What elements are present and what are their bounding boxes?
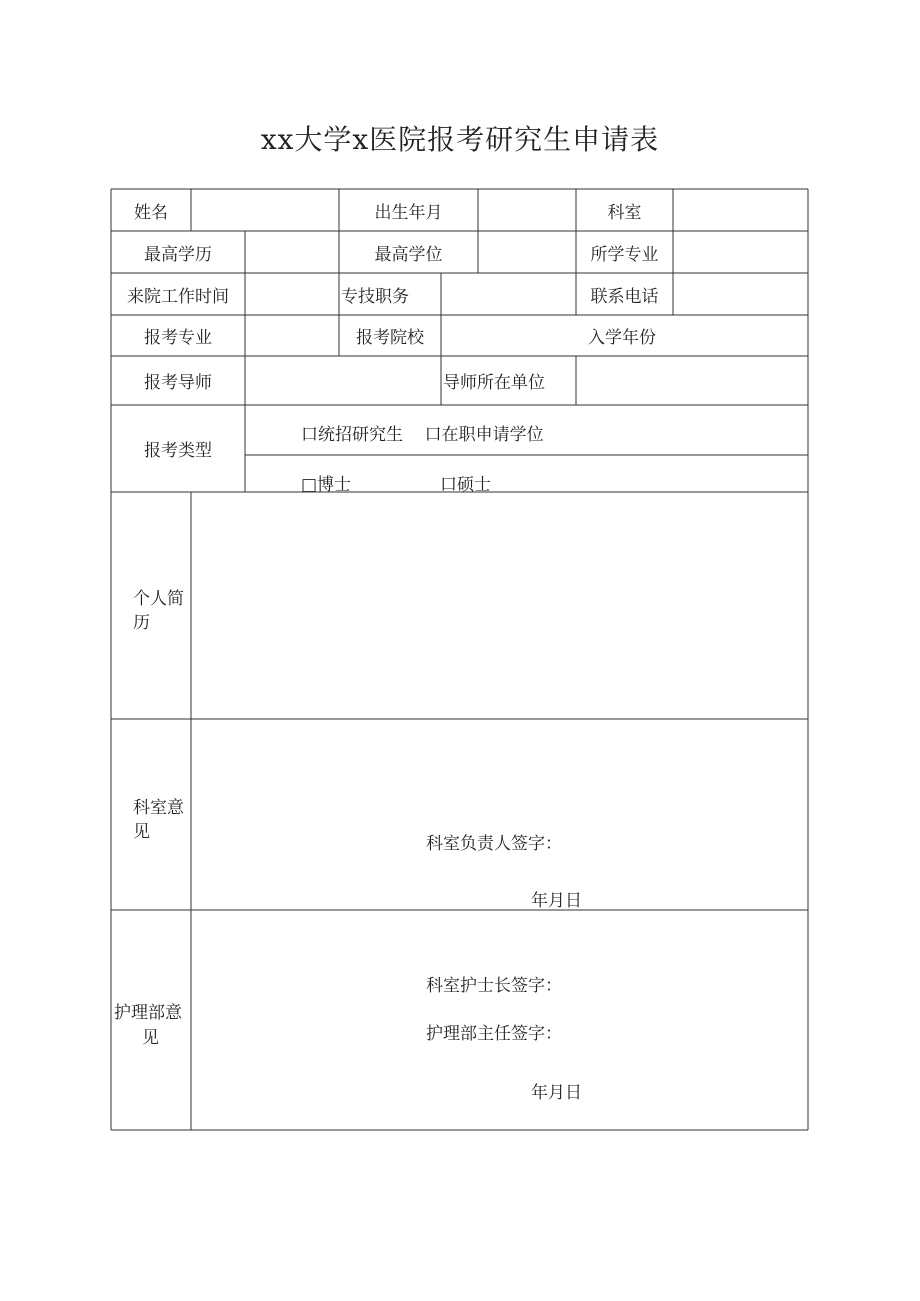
apply-school-label: 报考院校 <box>356 328 424 348</box>
highest-degree-field[interactable] <box>478 231 576 273</box>
phone-label: 联系电话 <box>590 286 659 307</box>
enroll-year-field[interactable] <box>690 315 808 356</box>
birth-label: 出生年月 <box>374 202 443 223</box>
advisor-label: 报考导师 <box>144 373 212 393</box>
title-label: 专技职务 <box>341 286 409 307</box>
major-field[interactable] <box>673 231 808 273</box>
apply-school-field[interactable] <box>441 315 581 356</box>
apply-major-field[interactable] <box>245 315 339 356</box>
major-label: 所学专业 <box>590 244 659 265</box>
advisor-unit-label: 导师所在单位 <box>443 373 545 393</box>
highest-edu-label: 最高学历 <box>144 244 212 265</box>
phone-field[interactable] <box>673 273 808 315</box>
apply-type-phd-option[interactable]: □博士 <box>301 475 352 495</box>
advisor-unit-field[interactable] <box>576 356 808 405</box>
join-time-field[interactable] <box>245 273 339 315</box>
apply-type-master-option[interactable]: 口硕士 <box>440 475 491 495</box>
dept-opinion-label-line2: 见 <box>133 822 150 842</box>
resume-field[interactable] <box>191 492 808 719</box>
nursing-opinion-label-line1: 护理部意 <box>114 1003 182 1023</box>
dept-opinion-label-line1: 科室意 <box>133 798 184 818</box>
highest-degree-label: 最高学位 <box>374 244 443 265</box>
apply-type-label: 报考类型 <box>144 441 212 461</box>
dept-field[interactable] <box>673 189 808 231</box>
dept-label: 科室 <box>607 202 642 223</box>
highest-edu-field[interactable] <box>245 231 339 273</box>
apply-type-options-row1[interactable]: 口统招研究生 口在职申请学位 <box>301 425 544 445</box>
dept-head-signature-label: 科室负责人签字： <box>426 834 562 854</box>
nursing-opinion-label-line2: 见 <box>142 1028 159 1048</box>
form-title: xx大学x医院报考研究生申请表 <box>260 123 660 156</box>
title-field[interactable] <box>441 273 576 315</box>
dept-opinion-date: 年月日 <box>531 891 582 911</box>
head-nurse-signature-label: 科室护士长签字： <box>426 976 562 996</box>
enroll-year-label: 入学年份 <box>588 328 656 348</box>
nursing-opinion-date: 年月日 <box>531 1083 582 1103</box>
nursing-director-signature-label: 护理部主任签字： <box>426 1024 562 1044</box>
apply-major-label: 报考专业 <box>144 328 212 348</box>
resume-label-line2: 历 <box>133 613 150 633</box>
name-label: 姓名 <box>134 202 168 223</box>
advisor-field[interactable] <box>245 356 441 405</box>
birth-field[interactable] <box>478 189 576 231</box>
resume-label-line1: 个人简 <box>133 589 184 609</box>
name-field[interactable] <box>191 189 339 231</box>
join-time-label: 来院工作时间 <box>127 286 229 307</box>
